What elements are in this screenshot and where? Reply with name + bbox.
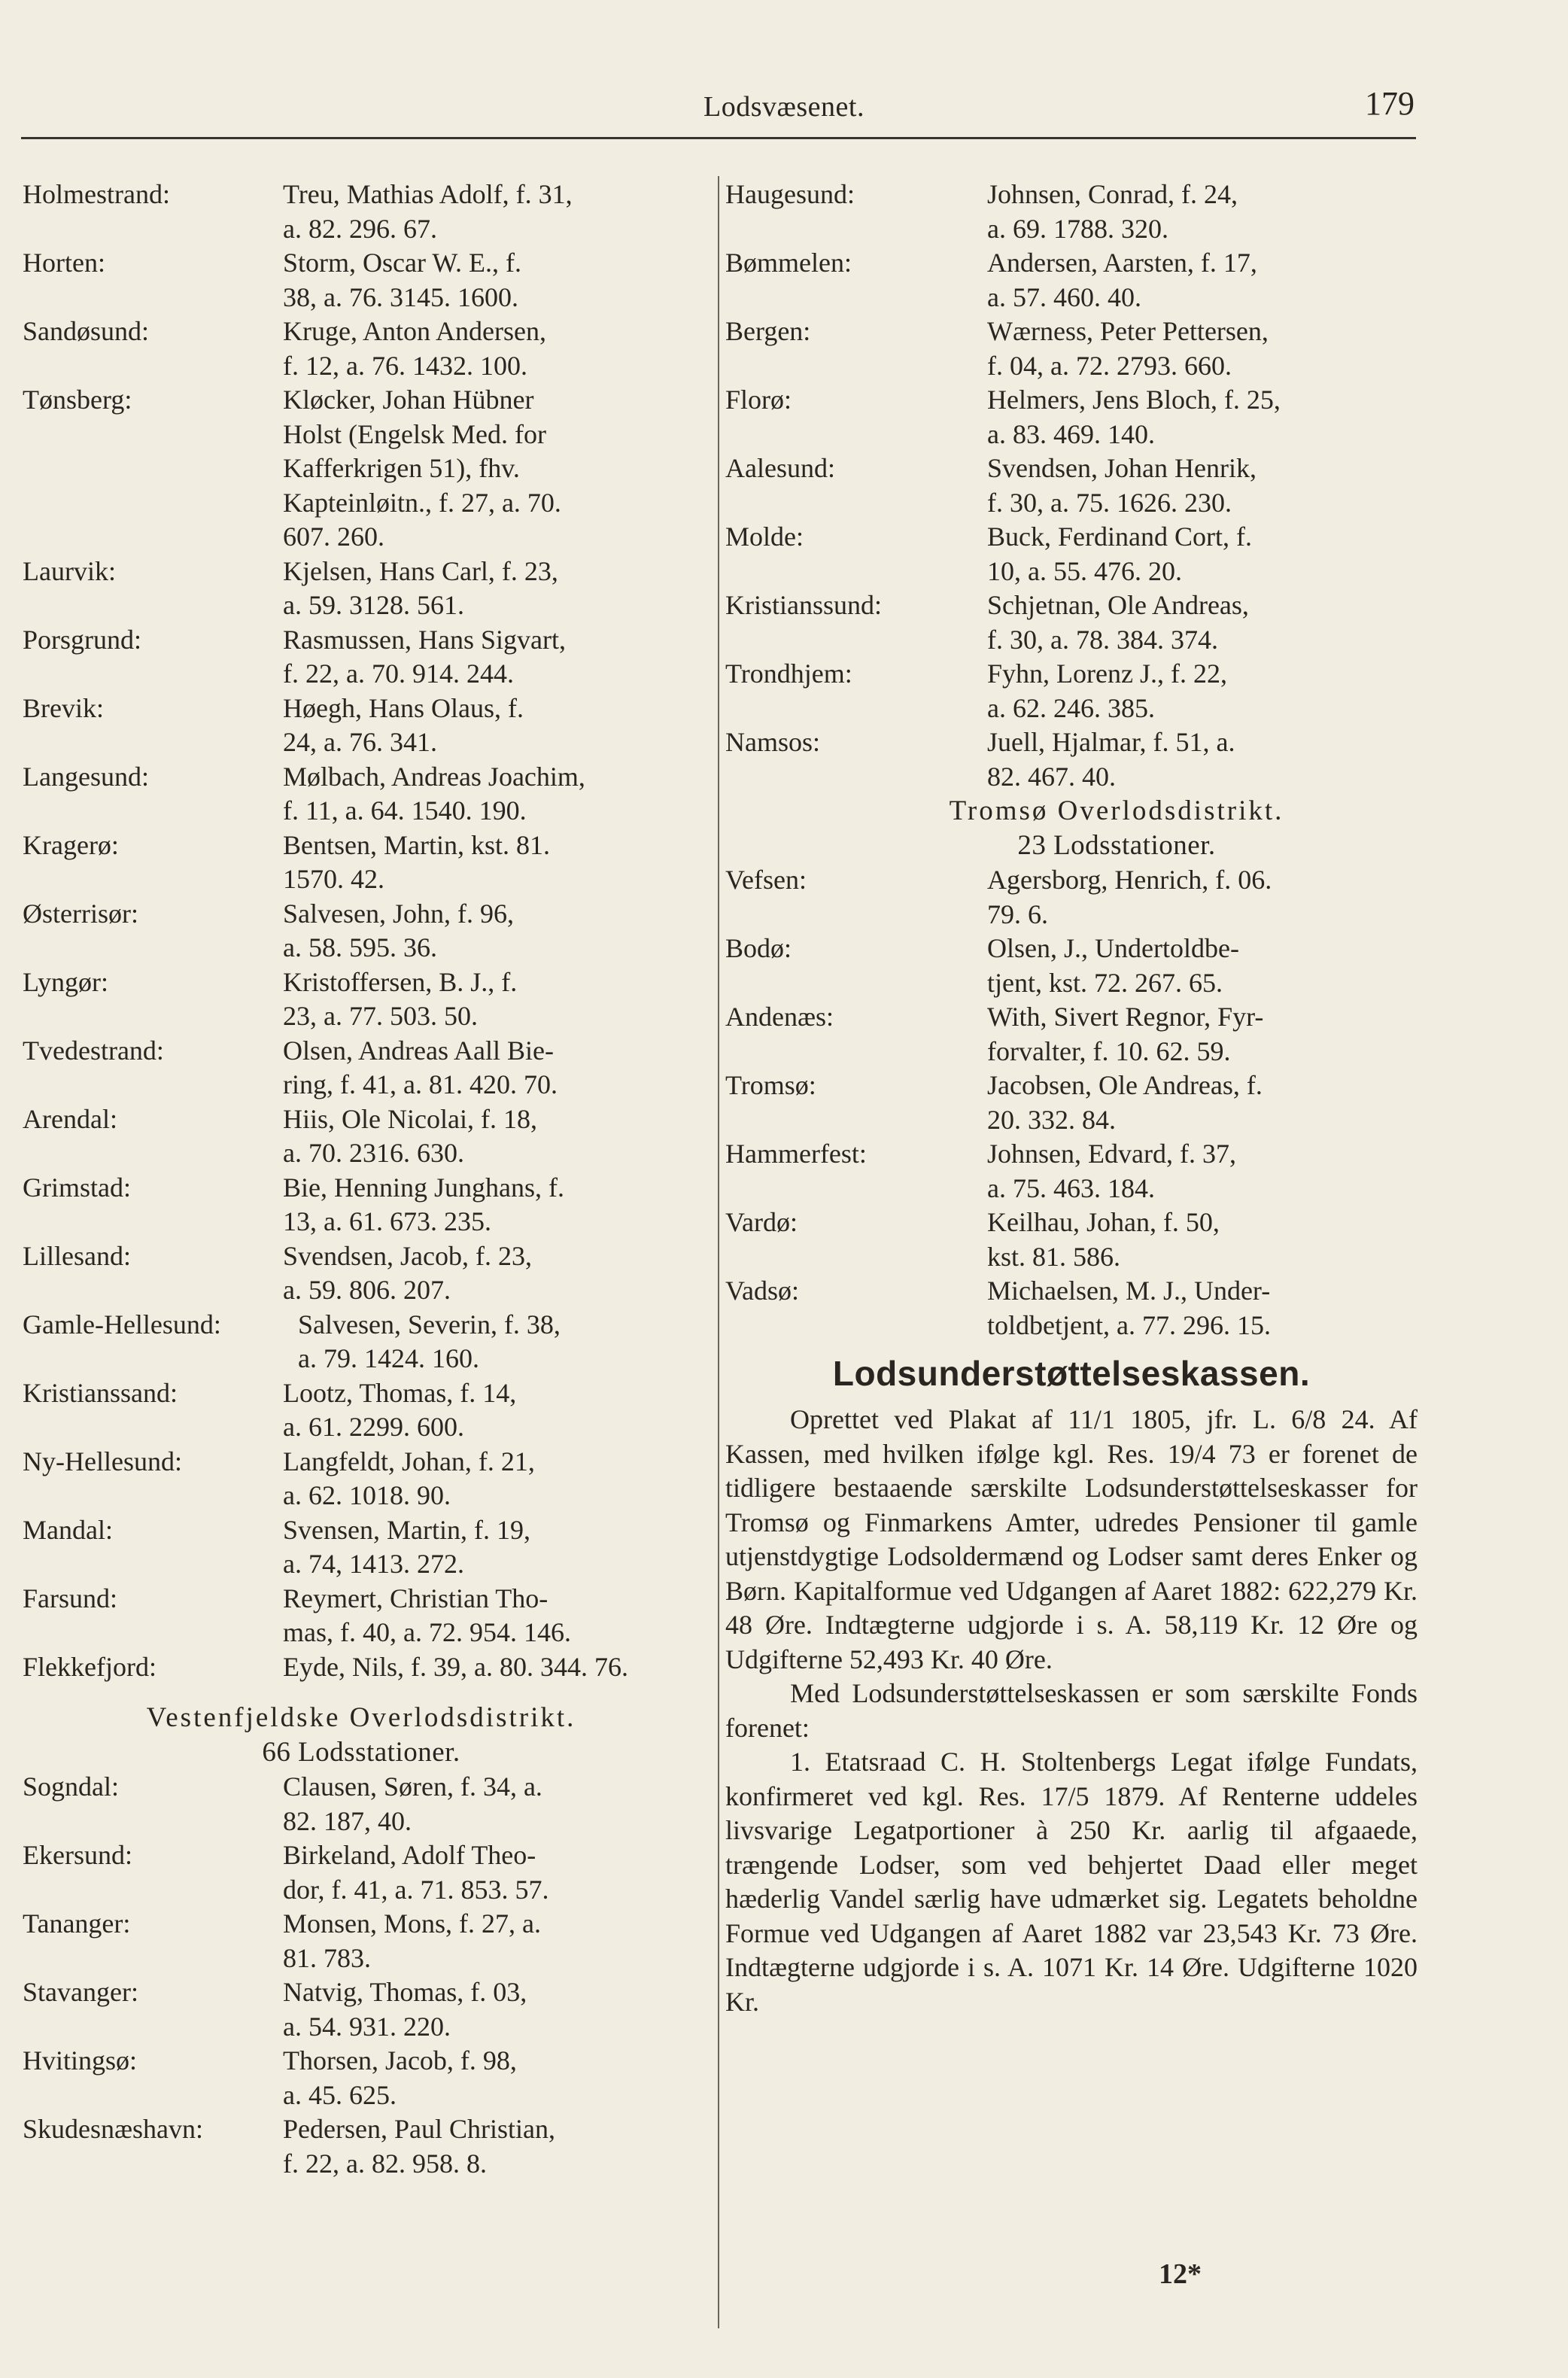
pilot-entry: Keilhau, Johan, f. 50, kst. 81. 586. (987, 1207, 1220, 1272)
pilot-entry-line1: Salvesen, Severin, f. 38, (298, 1309, 561, 1340)
pilot-entry: Treu, Mathias Adolf, f. 31, a. 82. 296. 67. (283, 179, 573, 244)
pilot-entry: Kruge, Anton Andersen, f. 12, a. 76. 1432. 100. (283, 316, 546, 381)
station-name: Hvitingsø: (23, 2045, 138, 2075)
pilot-entry: Schjetnan, Ole Andreas, f. 30, a. 78. 384. 374. (987, 590, 1249, 655)
pilot-entry: Wærness, Peter Pettersen, f. 04, a. 72. 2793. 660. (987, 316, 1269, 381)
station-name: Bodø: (725, 933, 792, 963)
station-name: Arendal: (23, 1103, 117, 1134)
station-name: Haugesund: (725, 179, 855, 209)
pilot-entry: Eyde, Nils, f. 39, a. 80. 344. 76. (283, 1651, 628, 1682)
column-divider (718, 176, 719, 2328)
right-column (725, 178, 1418, 2019)
pilot-entry: Storm, Oscar W. E., f. 38, a. 76. 3145. 1600. (283, 248, 521, 312)
district-title: Vestenfjeldske Overlodsdistrikt. (146, 1702, 576, 1733)
pilot-entry: Svensen, Martin, f. 19, a. 74, 1413. 272. (283, 1514, 530, 1579)
station-name: Florø: (725, 385, 792, 415)
entry-row (725, 383, 1418, 452)
paragraph-legacy: 1. Etatsraad C. H. Stoltenbergs Legat ifølge Fundats, konfirmeret ved kgl. Res. 17/5 1879. Af Renterne uddeles livsvarige Legatportioner à 250 Kr. aarlig til afgaaede, trængende Lodser, som ved behjertet Daad eller meget hæderlig Vandel særlig have udmærket sig. Legatets beholdne Formue ved Udgangen af Aaret 1882 var 23,543 Kr. 73 Øre. Indtægterne udgjorde i s. A. 1071 Kr. 14 Øre. Udgifterne 1020 Kr. (725, 1747, 1418, 2017)
pilot-entry: Lootz, Thomas, f. 14, a. 61. 2299. 600. (283, 1377, 517, 1442)
station-name: Sandøsund: (23, 316, 150, 346)
entry-row (23, 1650, 700, 1685)
pilot-entry: Bie, Henning Junghans, f. 13, a. 61. 673. 235. (283, 1172, 564, 1236)
station-name: Aalesund: (725, 453, 835, 483)
pilot-entry: Høegh, Hans Olaus, f. 24, a. 76. 341. (283, 692, 524, 757)
pilot-entry: Agersborg, Henrich, f. 06. 79. 6. (987, 865, 1272, 929)
entry-row (725, 178, 1418, 246)
station-name: Trondhjem: (725, 658, 852, 689)
entry-row (23, 1582, 700, 1650)
pilot-entry: Reymert, Christian Tho- mas, f. 40, a. 72. 954. 146. (283, 1583, 571, 1647)
station-name: Lyngør: (23, 966, 108, 997)
entry-row (23, 2044, 700, 2112)
entry-row (23, 383, 700, 555)
pilot-entry: Pedersen, Paul Christian, f. 22, a. 82. 958. 8. (283, 2114, 555, 2179)
running-header: Lodsvæsenet. (703, 91, 865, 123)
station-name: Tønsberg: (23, 385, 132, 415)
station-name: Sogndal: (23, 1771, 120, 1802)
pilot-entry: Clausen, Søren, f. 34, a. 82. 187, 40. (283, 1771, 542, 1836)
entry-row (23, 1171, 700, 1239)
entry-row (23, 1907, 700, 1975)
station-name: Tananger: (23, 1908, 131, 1939)
entry-row (23, 2112, 700, 2181)
pilot-entry: Svendsen, Jacob, f. 23, a. 59. 806. 207. (283, 1240, 532, 1305)
pilot-entry: Natvig, Thomas, f. 03, a. 54. 931. 220. (283, 1977, 527, 2042)
left-column (23, 178, 700, 2181)
station-name: Ny-Hellesund: (23, 1446, 182, 1476)
station-name: Kragerø: (23, 829, 119, 860)
station-name: Ekersund: (23, 1840, 132, 1870)
entry-row (23, 1513, 700, 1582)
entry-row (23, 1445, 700, 1513)
entry-row (725, 1069, 1418, 1137)
signature-mark: 12* (1159, 2258, 1202, 2290)
pilot-entry: Buck, Ferdinand Cort, f. 10, a. 55. 476. 20. (987, 522, 1252, 586)
pilot-entry: Birkeland, Adolf Theo- dor, f. 41, a. 71. 853. 57. (283, 1840, 549, 1905)
entry-row (725, 520, 1418, 588)
station-name: Tromsø: (725, 1070, 816, 1100)
pilot-entry (298, 1308, 700, 1376)
entry-row (23, 178, 700, 246)
pilot-entry: Bentsen, Martin, kst. 81. 1570. 42. (283, 829, 550, 894)
entry-row (725, 588, 1418, 657)
pilot-entry: Monsen, Mons, f. 27, a. 81. 783. (283, 1908, 541, 1973)
pilot-entry: Svendsen, Johan Henrik, f. 30, a. 75. 1626. 230. (987, 453, 1257, 518)
pilot-entry: Fyhn, Lorenz J., f. 22, a. 62. 246. 385. (987, 658, 1227, 723)
entry-row (725, 932, 1418, 1000)
entry-row (23, 829, 700, 897)
station-name: Andenæs: (725, 1002, 834, 1032)
entry-row (23, 246, 700, 315)
header-rule (21, 137, 1416, 139)
entry-row (23, 1770, 700, 1838)
station-name: Horten: (23, 248, 105, 278)
section-heading: Lodsunderstøttelseskassen. (832, 1354, 1311, 1393)
entry-row (23, 555, 700, 623)
pilot-entry: Olsen, Andreas Aall Bie- ring, f. 41, a. 81. 420. 70. (283, 1035, 558, 1099)
entry-row (23, 1975, 700, 2044)
pilot-entry: Rasmussen, Hans Sigvart, f. 22, a. 70. 914. 244. (283, 624, 566, 689)
district-subtitle: 23 Lodsstationer. (1017, 830, 1216, 861)
pilot-entry: Johnsen, Edvard, f. 37, a. 75. 463. 184. (987, 1139, 1236, 1203)
station-name: Vefsen: (725, 865, 807, 895)
entry-row (23, 965, 700, 1034)
station-name: Lillesand: (23, 1240, 131, 1271)
pilot-entry: Mølbach, Andreas Joachim, f. 11, a. 64. 1540. 190. (283, 761, 585, 826)
station-name: Flekkefjord: (23, 1651, 156, 1682)
station-name: Hammerfest: (725, 1139, 867, 1169)
entry-row (23, 897, 700, 965)
pilot-entry: Kløcker, Johan Hübner Holst (Engelsk Med. for Kafferkrigen 51), fhv. Kapteinløitn., f. 27, a. 70. 607. 260. (283, 385, 561, 552)
pilot-entry: Kristoffersen, B. J., f. 23, a. 77. 503. 50. (283, 966, 518, 1031)
entry-row (725, 1206, 1418, 1274)
pilot-entry: Michaelsen, M. J., Under- toldbetjent, a. 77. 296. 15. (987, 1276, 1271, 1340)
page-number: 179 (1365, 85, 1415, 122)
entry-row (23, 1376, 700, 1445)
station-name: Langesund: (23, 761, 149, 792)
station-name: Grimstad: (23, 1172, 131, 1203)
pilot-entry: Juell, Hjalmar, f. 51, a. 82. 467. 40. (987, 727, 1235, 792)
station-name: Mandal: (23, 1514, 113, 1545)
entry-row (23, 315, 700, 383)
station-name: Stavanger: (23, 1977, 138, 2007)
station-name: Tvedestrand: (23, 1035, 164, 1066)
paragraph-funds: Med Lodsunderstøttelseskassen er som særskilte Fonds forenet: (725, 1678, 1418, 1743)
entry-row (725, 246, 1418, 315)
entry-row (23, 623, 700, 692)
station-name: Kristianssund: (725, 590, 883, 620)
entry-row (725, 657, 1418, 725)
entry-row (23, 760, 700, 829)
entry-row (23, 1838, 700, 1907)
station-name: Vardø: (725, 1207, 798, 1237)
pilot-entry: Jacobsen, Ole Andreas, f. 20. 332. 84. (987, 1070, 1263, 1135)
station-name: Bømmelen: (725, 248, 852, 278)
entry-row (725, 1274, 1418, 1343)
entry-row (725, 1000, 1418, 1069)
station-name: Bergen: (725, 316, 811, 346)
station-name: Laurvik: (23, 555, 116, 586)
entry-row (725, 315, 1418, 383)
pilot-entry: Hiis, Ole Nicolai, f. 18, a. 70. 2316. 630. (283, 1103, 537, 1168)
entry-row (725, 1137, 1418, 1206)
pilot-entry: Kjelsen, Hans Carl, f. 23, a. 59. 3128. 561. (283, 555, 558, 620)
entry-row-gamle-hellesund: Gamle-Hellesund: Salvesen, Severin, f. 38, a. 79. 1424. 160. (23, 1308, 700, 1376)
station-name: Brevik: (23, 692, 104, 723)
pilot-entry: Johnsen, Conrad, f. 24, a. 69. 1788. 320. (987, 179, 1238, 244)
entry-row (23, 1102, 700, 1171)
pilot-entry: Salvesen, John, f. 96, a. 58. 595. 36. (283, 898, 514, 962)
station-name: Skudesnæshavn: (23, 2114, 204, 2144)
entry-row (23, 692, 700, 760)
station-name: Molde: (725, 522, 804, 552)
station-name: Holmestrand: (23, 179, 170, 209)
pilot-entry: With, Sivert Regnor, Fyr- forvalter, f. 10. 62. 59. (987, 1002, 1264, 1066)
entry-row (23, 1034, 700, 1102)
pilot-entry: Thorsen, Jacob, f. 98, a. 45. 625. (283, 2045, 517, 2110)
pilot-entry-line2: a. 79. 1424. 160. (298, 1343, 479, 1373)
pilot-entry: Andersen, Aarsten, f. 17, a. 57. 460. 40. (987, 248, 1257, 312)
entry-row (23, 1239, 700, 1308)
entry-row (725, 863, 1418, 932)
station-name: Farsund: (23, 1583, 117, 1613)
entry-row (725, 452, 1418, 520)
station-name: Østerrisør: (23, 898, 138, 929)
station-name: Kristianssand: (23, 1377, 178, 1408)
district-subtitle: 66 Lodsstationer. (262, 1737, 460, 1768)
station-name: Namsos: (725, 727, 820, 757)
pilot-entry: Olsen, J., Undertoldbe- tjent, kst. 72. 267. 65. (987, 933, 1239, 998)
station-name: Vadsø: (725, 1276, 799, 1306)
entry-row (725, 725, 1418, 794)
pilot-entry: Helmers, Jens Bloch, f. 25, a. 83. 469. 140. (987, 385, 1281, 449)
station-name: Porsgrund: (23, 624, 142, 655)
district-title: Tromsø Overlodsdistrikt. (949, 795, 1284, 826)
paragraph-intro: Oprettet ved Plakat af 11/1 1805, jfr. L. 6/8 24. Af Kassen, med hvilken ifølge kgl. Res. 19/4 73 er forenet de tidligere bestaaende særskilte Lodsunderstøttelseskasser for Tromsø og Finmarkens Amter, udredes Pensioner til gamle utjenstdygtige Lodsoldermænd og Lodser samt deres Enker og Børn. Kapitalformue ved Udgangen af Aaret 1882: 622,279 Kr. 48 Øre. Indtægterne udgjorde i s. A. 58,119 Kr. 12 Øre og Udgifterne 52,493 Kr. 40 Øre. (725, 1404, 1418, 1674)
pilot-entry: Langfeldt, Johan, f. 21, a. 62. 1018. 90. (283, 1446, 535, 1510)
